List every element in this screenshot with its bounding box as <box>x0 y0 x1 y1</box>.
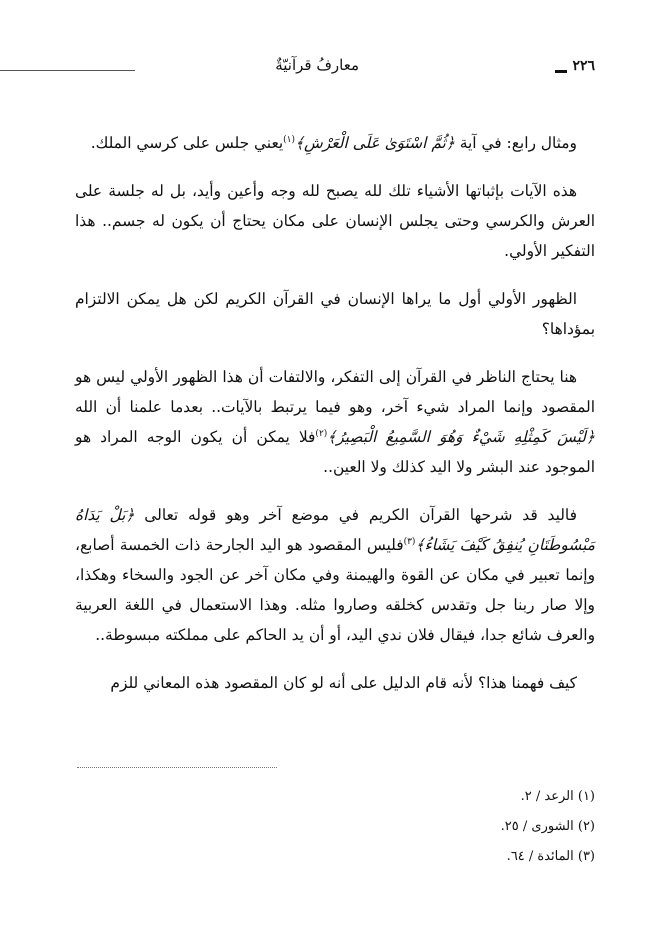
footnote-ref: (١) <box>283 134 296 145</box>
paragraph-text: هنا يحتاج الناظر في القرآن إلى التفكر، والالتفات أن هذا الظهور الأولي ليس هو المقصود وإنما المراد شيء آخر، وهو فيما يرتبط بالآيات.. بعدما علمنا أن الله <box>75 368 595 416</box>
quran-verse: ﴿لَيْسَ كَمِثْلِهِ شَيْءٌ وَهُوَ السَّمِيعُ الْبَصِيرُ﴾ <box>327 428 596 446</box>
paragraph-text: ومثال رابع: في آية <box>454 134 577 152</box>
page-number: ٢٢٦ <box>572 58 595 74</box>
page-header <box>0 50 669 90</box>
quran-verse: ﴿بَلْ يَدَاهُ مَبْسُوطَتَانِ يُنفِقُ كَيْفَ يَشَاءُ﴾ <box>75 506 595 554</box>
paragraph-text: فليس المقصود هو اليد الجارحة ذات الخمسة أصابع، وإنما تعبير في مكان عن القوة والهيمنة وفي مكان آخر عن الجود والسخاء وهكذا، وإلا صار ربنا جل وتقدس كخلقه وصاروا مثله. وهذا الاستعمال في اللغة العربية والعرف شائع جدا، فيقال فلان ندي اليد، أو أن يد الحاكم على مملكته مبسوطة.. <box>75 536 595 644</box>
paragraph-1 <box>75 128 595 158</box>
header-rule <box>0 70 135 71</box>
footnote: (٣) المائدة / ٦٤. <box>506 849 595 864</box>
paragraph-text: فاليد قد شرحها القرآن الكريم في موضع آخر وهو قوله تعالى <box>134 506 577 524</box>
paragraph-4 <box>75 362 595 482</box>
paragraph-3: الظهور الأولي أول ما يراها الإنسان في القرآن الكريم لكن هل يمكن الالتزام بمؤداها؟ <box>75 290 595 338</box>
paragraph-2: هذه الآيات بإثباتها الأشياء تلك لله يصبح لله وجه وأعين وأيد، بل له جلسة على العرش والكرسي وحتى يجلس الإنسان على مكان يحتاج أن يكون له جسم.. هذا التفكير الأولي. <box>75 182 595 260</box>
footnote-divider <box>77 767 277 768</box>
body-text <box>75 128 595 716</box>
running-title: معارفُ قرآنيّةٌ <box>275 56 359 74</box>
footnote: (١) الرعد / ٢. <box>520 789 595 804</box>
footnote-ref: (٣) <box>403 536 416 547</box>
paragraph-text: يعني جلس على كرسي الملك. <box>90 134 284 152</box>
footnote: (٢) الشورى / ٢٥. <box>500 819 595 834</box>
footnotes <box>75 782 595 872</box>
footnote-ref: (٢) <box>315 428 328 439</box>
paragraph-5 <box>75 500 595 650</box>
paragraph-6: كيف فهمنا هذا؟ لأنه قام الدليل على أنه لو كان المقصود هذه المعاني للزم <box>110 674 577 692</box>
paragraph-text: فلا يمكن أن يكون الوجه المراد هو الموجود عند البشر ولا اليد كذلك ولا العين.. <box>75 428 595 476</box>
quran-verse: ﴿ثُمَّ اسْتَوَىٰ عَلَى الْعَرْشِ﴾ <box>295 134 455 152</box>
page-number-dash <box>555 70 567 73</box>
